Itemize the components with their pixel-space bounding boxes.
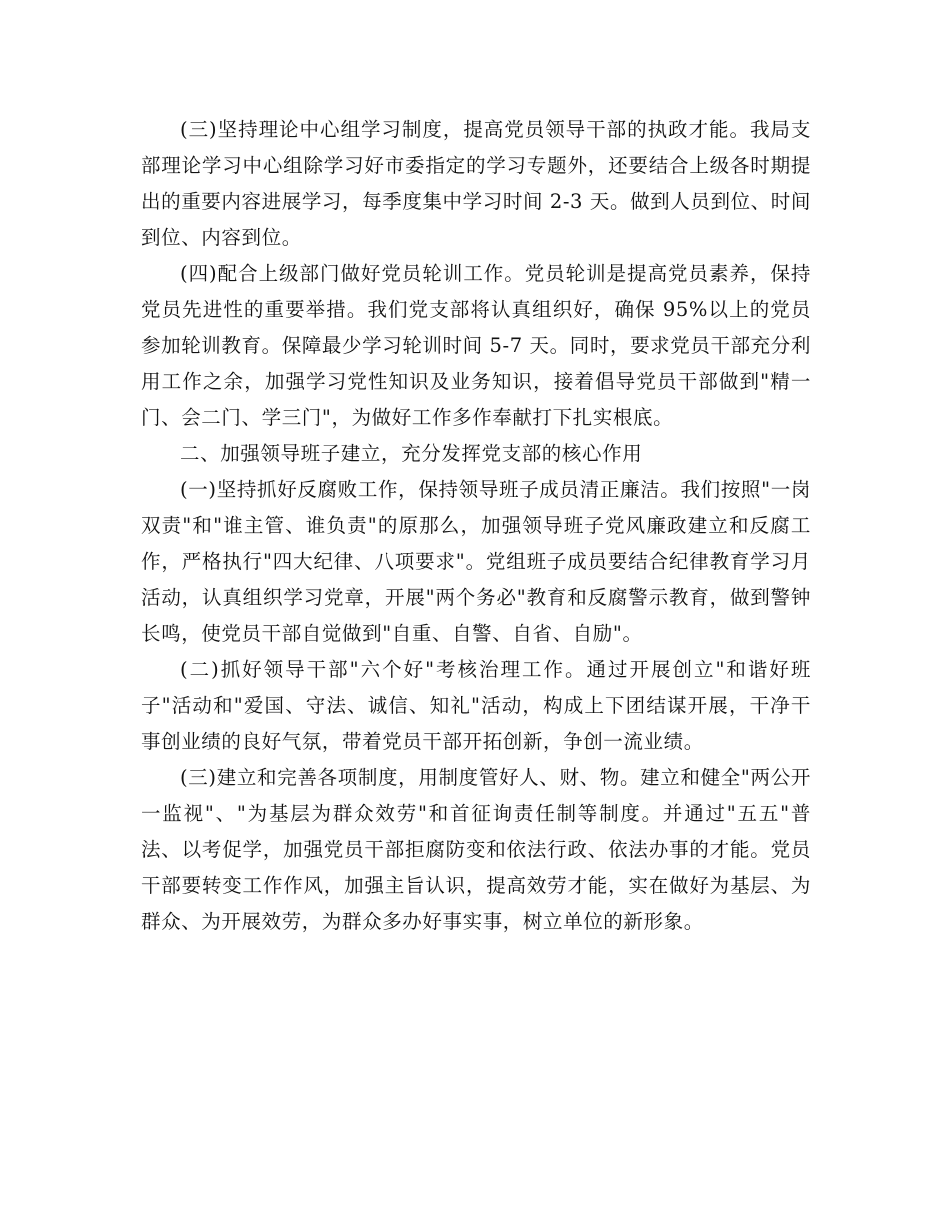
paragraph-party-training: (四)配合上级部门做好党员轮训工作。党员轮训是提高党员素养，保持党员先进性的重要举措。我们党支部将认真组织好，确保 95%以上的党员参加轮训教育。保障最少学习轮训时间 5-7 天。同时，要求党员干部充分利用工作之余，加强学习党性知识及业务知识，接着倡导党员干部做到"精一门、会二门、学三门"，为做好工作多作奉献打下扎实根底。 [141, 262, 811, 429]
section-heading-leadership: 二、加强领导班子建立，充分发挥党支部的核心作用 [180, 442, 643, 465]
paragraph-anti-corruption: (一)坚持抓好反腐败工作，保持领导班子成员清正廉洁。我们按照"一岗双责"和"谁主管、谁负责"的原那么，加强领导班子党风廉政建立和反腐工作，严格执行"四大纪律、八项要求"。党组班子成员要结合纪律教育学习月活动，认真组织学习党章，开展"两个务必"教育和反腐警示教育，做到警钟长鸣，使党员干部自觉做到"自重、自警、自省、自励"。 [141, 478, 811, 645]
paragraph-system-building: (三)建立和完善各项制度，用制度管好人、财、物。建立和健全"两公开一监视"、"为基层为群众效劳"和首征询责任制等制度。并通过"五五"普法、以考促学，加强党员干部拒腐防变和依法行政、依法办事的才能。党员干部要转变工作作风，加强主旨认识，提高效劳才能，实在做好为基层、为群众、为开展效劳，为群众多办好事实事，树立单位的新形象。 [141, 766, 811, 933]
document-body [141, 112, 811, 940]
paragraph-theory-study: (三)坚持理论中心组学习制度，提高党员领导干部的执政才能。我局支部理论学习中心组除学习好市委指定的学习专题外，还要结合上级各时期提出的重要内容进展学习，每季度集中学习时间 2-3 天。做到人员到位、时间到位、内容到位。 [141, 118, 811, 249]
paragraph-cadre-assessment: (二)抓好领导干部"六个好"考核治理工作。通过开展创立"和谐好班子"活动和"爱国、守法、诚信、知礼"活动，构成上下团结谋开展，干净干事创业绩的良好气氛，带着党员干部开拓创新，争创一流业绩。 [141, 658, 811, 753]
